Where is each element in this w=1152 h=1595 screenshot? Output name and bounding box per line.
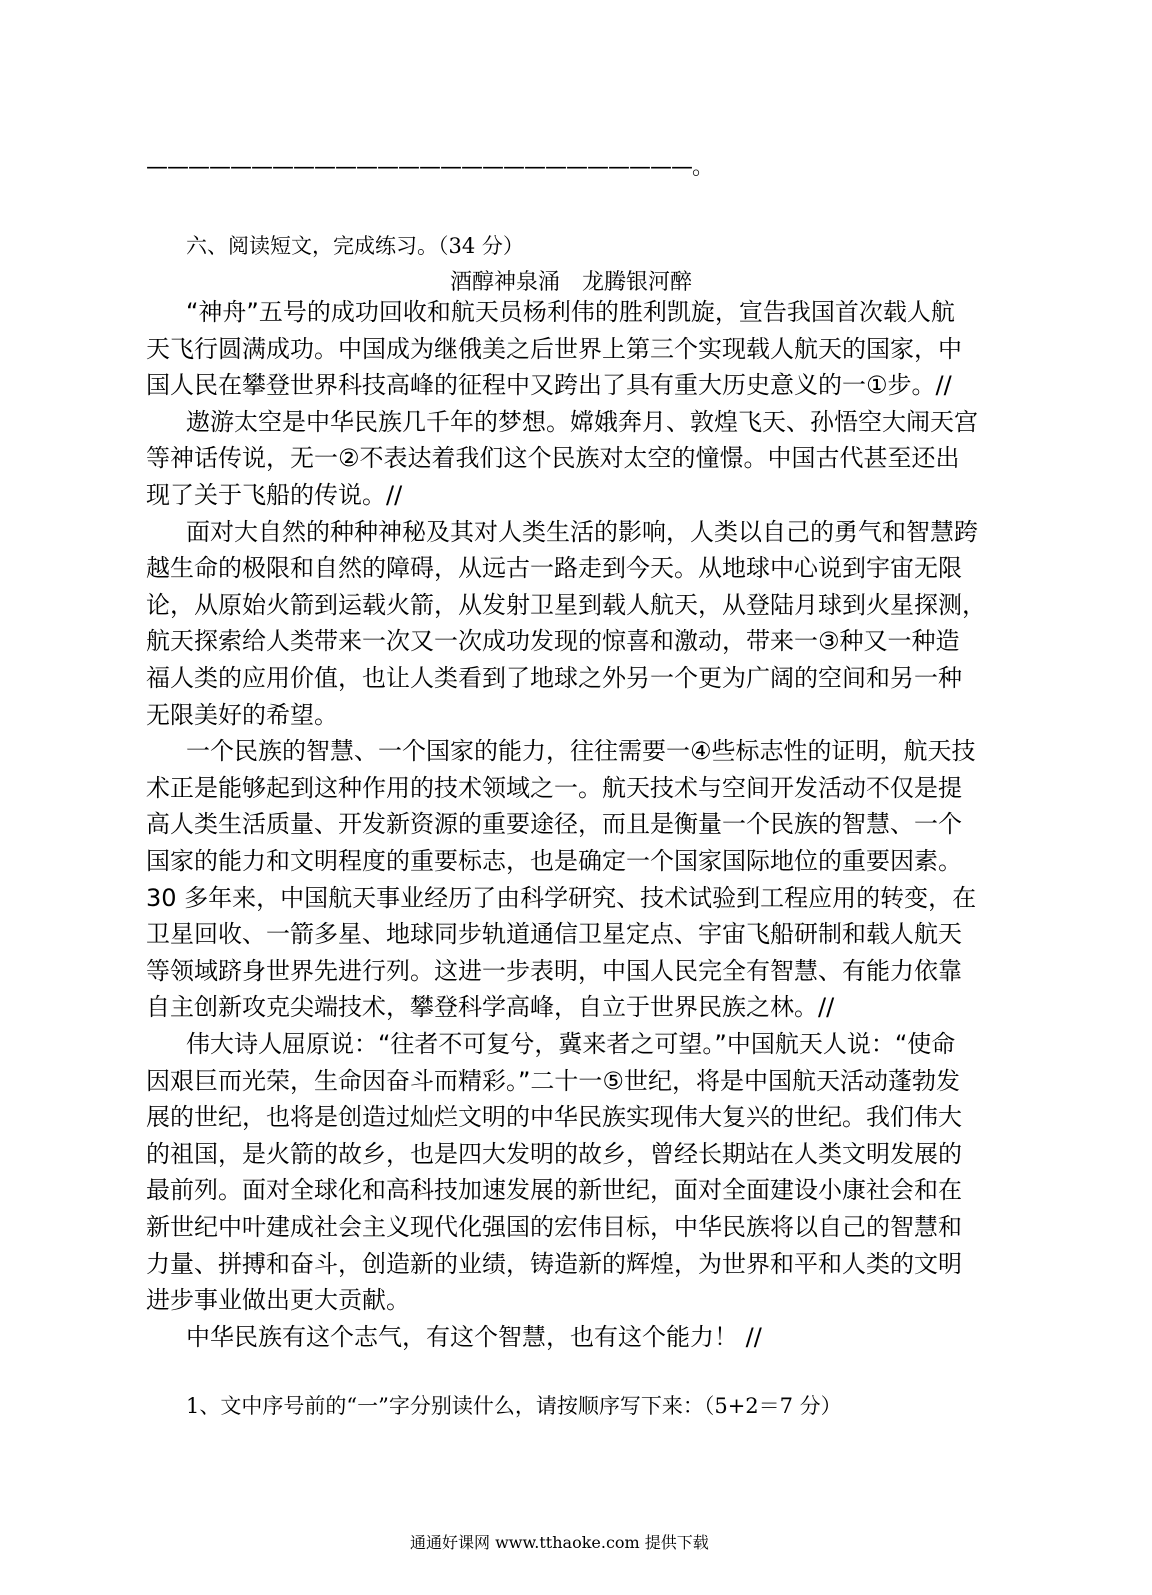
article-line: 国家的能力和文明程度的重要标志，也是确定一个国家国际地位的重要因素。	[146, 847, 962, 875]
answer-blank-line: ——————————————————————————。	[146, 155, 714, 180]
article-line: 国人民在攀登世界科技高峰的征程中又跨出了具有重大历史意义的一①步。//	[146, 371, 952, 399]
question-1: 1、文中序号前的“一”字分别读什么，请按顺序写下来：（5+2＝7 分）	[186, 1394, 842, 1418]
article-line: 卫星回收、一箭多星、地球同步轨道通信卫星定点、宇宙飞船研制和载人航天	[146, 920, 962, 948]
article-line: 展的世纪，也将是创造过灿烂文明的中华民族实现伟大复兴的世纪。我们伟大	[146, 1103, 962, 1131]
article-line: 力量、拼搏和奋斗，创造新的业绩，铸造新的辉煌，为世界和平和人类的文明	[146, 1250, 962, 1278]
article-line: 面对大自然的种种神秘及其对人类生活的影响，人类以自己的勇气和智慧跨	[186, 518, 978, 546]
article-line: 等神话传说，无一②不表达着我们这个民族对太空的憧憬。中国古代甚至还出	[146, 444, 960, 472]
article-line: 航天探索给人类带来一次又一次成功发现的惊喜和激动，带来一③种又一种造	[146, 627, 960, 655]
article-line: 30 多年来，中国航天事业经历了由科学研究、技术试验到工程应用的转变，在	[146, 884, 977, 912]
page-footer: 通通好课网 www.tthaoke.com 提供下载	[410, 1533, 709, 1552]
article-line: 无限美好的希望。	[146, 701, 338, 729]
article-line: 最前列。面对全球化和高科技加速发展的新世纪，面对全面建设小康社会和在	[146, 1176, 962, 1204]
article-line: 论，从原始火箭到运载火箭，从发射卫星到载人航天，从登陆月球到火星探测，	[146, 591, 986, 619]
article-line: 新世纪中叶建成社会主义现代化强国的宏伟目标，中华民族将以自己的智慧和	[146, 1213, 962, 1241]
article-line: 伟大诗人屈原说：“往者不可复兮，冀来者之可望。”中国航天人说：“使命	[186, 1030, 956, 1058]
article-line: 现了关于飞船的传说。//	[146, 481, 403, 509]
article-line: 自主创新攻克尖端技术，攀登科学高峰，自立于世界民族之林。//	[146, 993, 835, 1021]
article-line: 中华民族有这个志气，有这个智慧，也有这个能力！ //	[186, 1323, 762, 1351]
section-heading: 六、阅读短文，完成练习。（34 分）	[186, 234, 524, 258]
article-title: 酒醇神泉涌 龙腾银河醉	[450, 270, 693, 295]
article-line: 高人类生活质量、开发新资源的重要途径，而且是衡量一个民族的智慧、一个	[146, 810, 962, 838]
article-line: 一个民族的智慧、一个国家的能力，往往需要一④些标志性的证明，航天技	[186, 737, 976, 765]
article-line: 天飞行圆满成功。中国成为继俄美之后世界上第三个实现载人航天的国家，中	[146, 335, 962, 363]
article-line: 的祖国，是火箭的故乡，也是四大发明的故乡，曾经长期站在人类文明发展的	[146, 1140, 962, 1168]
article-line: “神舟”五号的成功回收和航天员杨利伟的胜利凯旋，宣告我国首次载人航	[186, 298, 955, 326]
article-line: 遨游太空是中华民族几千年的梦想。嫦娥奔月、敦煌飞天、孙悟空大闹天宫	[186, 408, 978, 436]
article-line: 等领域跻身世界先进行列。这进一步表明，中国人民完全有智慧、有能力依靠	[146, 957, 962, 985]
article-line: 越生命的极限和自然的障碍，从远古一路走到今天。从地球中心说到宇宙无限	[146, 554, 962, 582]
article-line: 福人类的应用价值，也让人类看到了地球之外另一个更为广阔的空间和另一种	[146, 664, 962, 692]
article-line: 进步事业做出更大贡献。	[146, 1286, 410, 1314]
article-line: 因艰巨而光荣，生命因奋斗而精彩。”二十一⑤世纪，将是中国航天活动蓬勃发	[146, 1067, 960, 1095]
article-line: 术正是能够起到这种作用的技术领域之一。航天技术与空间开发活动不仅是提	[146, 774, 962, 802]
